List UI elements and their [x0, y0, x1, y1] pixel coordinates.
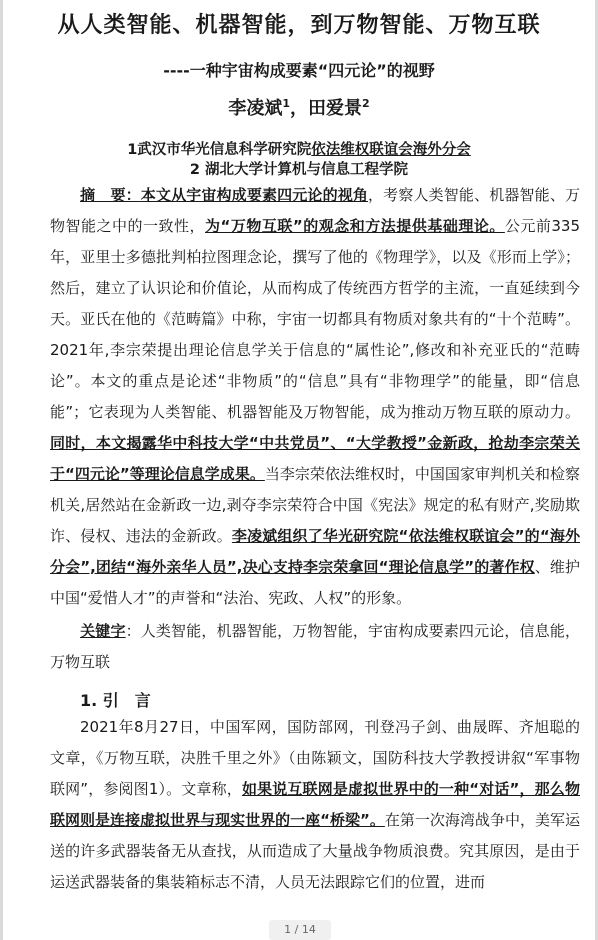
introduction-segment-0: 2021年8月27日，中国军网，国防部网，刊登冯子剑、曲晟晖、齐旭聪的文章，《万物互联，决胜千里之外》（由陈颖文，国防科技大学教授讲叙“军事物联网”，参阅图1）。文章称， [50, 718, 580, 798]
introduction-segment-1: 如果说互联网是虚拟世界中的一种“对话”，那么物联网则是连接虚拟世界与现实世界的一座“桥梁”。 [50, 780, 580, 829]
keywords-text: ：人类智能，机器智能，万物智能，宇宙构成要素四元论，信息能，万物互联 [50, 622, 580, 671]
author-1-affiliation-mark: 1 [282, 97, 290, 110]
author-line [0, 94, 598, 120]
keywords-label: 关键字 [80, 622, 126, 640]
section-heading-introduction: 1. 引 言 [80, 691, 151, 710]
abstract-segment-4: 同时，本文揭露华中科技大学“中共党员”、“大学教授”金新政，抢劫李宗荣关于“四元论”等理论信息学成果。 [50, 434, 580, 483]
abstract-segment-3: 公元前335年，亚里士多德批判柏拉图理念论，撰写了他的《物理学》，以及《形而上学》；然后，建立了认识论和价值论，从而构成了传统西方哲学的主流，一直延续到今天。亚氏在他的《范畴篇》中称，宇宙一切都具有物质对象共有的“十个范畴”。2021年,李宗荣提出理论信息学关于信息的“属性论”,修改和补充亚氏的“范畴论”。本文的重点是论述“非物质”的“信息”具有“非物理学”的能量，即“信息能”；它表现为人类智能、机器智能及万物智能，成为推动万物互联的原动力。 [50, 217, 580, 421]
affiliation-1 [0, 138, 598, 159]
abstract-segment-7: 、维护中国“爱惜人才”的声誉和“法治、宪政、人权”的形象。 [50, 558, 580, 607]
introduction-body [50, 718, 580, 891]
affiliation-1-institution: 1武汉市华光信息科学研究院 [127, 142, 312, 158]
author-2: 田爱景 [308, 98, 362, 119]
keywords-paragraph [50, 616, 580, 678]
abstract-segment-1: ，考察人类智能、机器智能、万物智能之中的一致性， [50, 186, 580, 235]
author-1: 李凌斌 [228, 98, 283, 119]
abstract-label: 摘 要： [80, 186, 141, 204]
paper-title: 从人类智能、机器智能，到万物智能、万物互联 [57, 13, 541, 38]
author-2-affiliation-mark: 2 [362, 97, 370, 110]
affiliation-2: 2 湖北大学计算机与信息工程学院 [189, 162, 409, 178]
abstract-segment-6: 李凌斌组织了华光研究院“依法维权联谊会”的“海外分会”,团结“海外亲华人员”,决心支持李宗荣拿回“理论信息学”的著作权 [50, 527, 580, 576]
author-separator: ， [290, 98, 308, 119]
abstract-segment-0: 本文从宇宙构成要素四元论的视角 [140, 186, 369, 204]
paper-subtitle: ----一种宇宙构成要素“四元论”的视野 [163, 61, 435, 80]
introduction-segment-2: 在第一次海湾战争中，美军运送的许多武器装备无从查找，从而造成了大量战争物质浪费。究其原因，是由于运送武器装备的集装箱标志不清，人员无法跟踪它们的位置，进而 [50, 811, 580, 891]
abstract-body [50, 186, 580, 607]
abstract-segment-2: 为“万物互联”的观念和方法提供基础理论。 [205, 217, 505, 235]
abstract-paragraph [50, 180, 580, 614]
page-indicator: 1 / 14 [269, 920, 331, 940]
introduction-paragraph [50, 712, 580, 898]
affiliation-1-branch: 依法维权联谊会海外分会 [311, 142, 471, 158]
abstract-segment-5: 当李宗荣依法维权时，中国国家审判机关和检察机关,居然站在金新政一边,剥夺李宗荣符合中国《宪法》规定的私有财产,奖励欺诈、侵权、违法的金新政。 [50, 465, 580, 545]
